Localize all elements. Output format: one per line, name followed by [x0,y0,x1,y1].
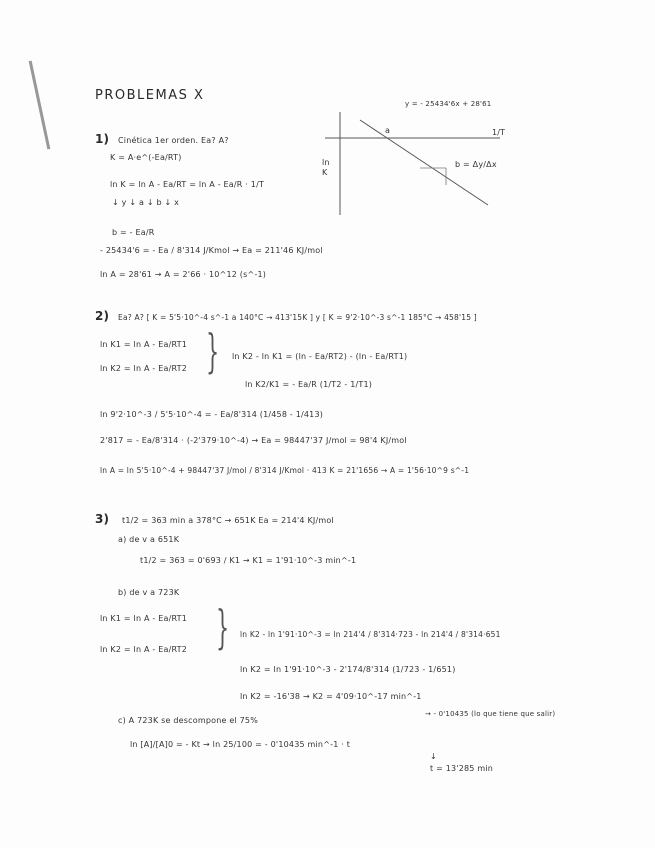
p3-line-7: ln K2 - ln 1'91·10^-3 = ln 214'4 / 8'314·723 - ln 214'4 / 8'314·651 [240,630,501,639]
problem-3-number: 3) [95,512,110,526]
p3-line-3: t1/2 = 363 = 0'693 / K1 → K1 = 1'91·10^-3 min^-1 [140,556,357,565]
p2-line-4: ln K2 - ln K1 = (ln - Ea/RT2) - (ln - Ea/RT1) [232,352,408,361]
p3-line-12: → - 0'10435 (lo que tiene que salir) [425,710,556,718]
problem-1-number: 1) [95,132,110,146]
page-title: PROBLEMAS X [95,88,205,103]
p1-line-1: Cinética 1er orden. Ea? A? [118,136,229,145]
p3-line-2: a) de v a 651K [118,535,180,544]
p2-line-5: ln K2/K1 = - Ea/R (1/T2 - 1/T1) [245,380,373,389]
p1-line-2: K = A·e^(-Ea/RT) [110,153,182,162]
p1-line-5: b = - Ea/R [112,228,155,237]
graph-slope-label: b = Δy/Δx [455,160,497,169]
p2-line-7: 2'817 = - Ea/8'314 · (-2'379·10^-4) → Ea = 98447'37 J/mol = 98'4 KJ/mol [100,436,407,445]
p1-line-4: ↓ y ↓ a ↓ b ↓ x [112,198,180,207]
p3-line-8: ln K2 = ln 1'91·10^-3 - 2'174/8'314 (1/723 - 1/651) [240,665,456,674]
p1-line-3: ln K = ln A - Ea/RT = ln A - Ea/R · 1/T [110,180,265,189]
p3-line-14: t = 13'285 min [430,764,494,773]
graph-point-label: a [385,126,391,135]
problem-2-number: 2) [95,309,110,323]
p3-line-1: t1/2 = 363 min a 378°C → 651K Ea = 214'4 KJ/mol [122,516,334,525]
graph-xlabel: 1/T [492,128,506,137]
p2-line-8: ln A = ln 5'5·10^-4 + 98447'37 J/mol / 8'314 J/Kmol · 413 K = 21'1656 → A = 1'56·10^9 s^-1 [100,466,470,475]
p3-line-9: ln K2 = -16'38 → K2 = 4'09·10^-17 min^-1 [240,692,422,701]
graph-ylabel-ln: ln [322,158,330,167]
p3-line-6: ln K2 = ln A - Ea/RT2 [100,645,188,654]
p3-line-4: b) de v a 723K [118,588,180,597]
p2-brace: } [206,324,220,378]
p2-line-3: ln K2 = ln A - Ea/RT2 [100,364,188,373]
p3-line-11: ln [A]/[A]0 = - Kt → ln 25/100 = - 0'10435 min^-1 · t [130,740,351,749]
p2-line-6: ln 9'2·10^-3 / 5'5·10^-4 = - Ea/8'314 (1/458 - 1/413) [100,410,324,419]
graph-ylabel-k: K [322,168,328,177]
p3-brace: } [216,600,230,654]
p1-line-6: - 25434'6 = - Ea / 8'314 J/Kmol → Ea = 211'46 KJ/mol [100,246,323,255]
p1-line-7: ln A = 28'61 → A = 2'66 · 10^12 (s^-1) [100,270,267,279]
p3-line-13: ↓ [430,752,437,761]
p2-line-2: ln K1 = ln A - Ea/RT1 [100,340,188,349]
p3-line-5: ln K1 = ln A - Ea/RT1 [100,614,188,623]
graph-equation: y = - 25434'6x + 28'61 [405,100,492,108]
p2-line-1: Ea? A? [ K = 5'5·10^-4 s^-1 a 140°C → 413'15K ] y [ K = 9'2·10^-3 s^-1 185°C → 458'15 ] [118,313,477,322]
p3-line-10: c) A 723K se descompone el 75% [118,716,258,725]
